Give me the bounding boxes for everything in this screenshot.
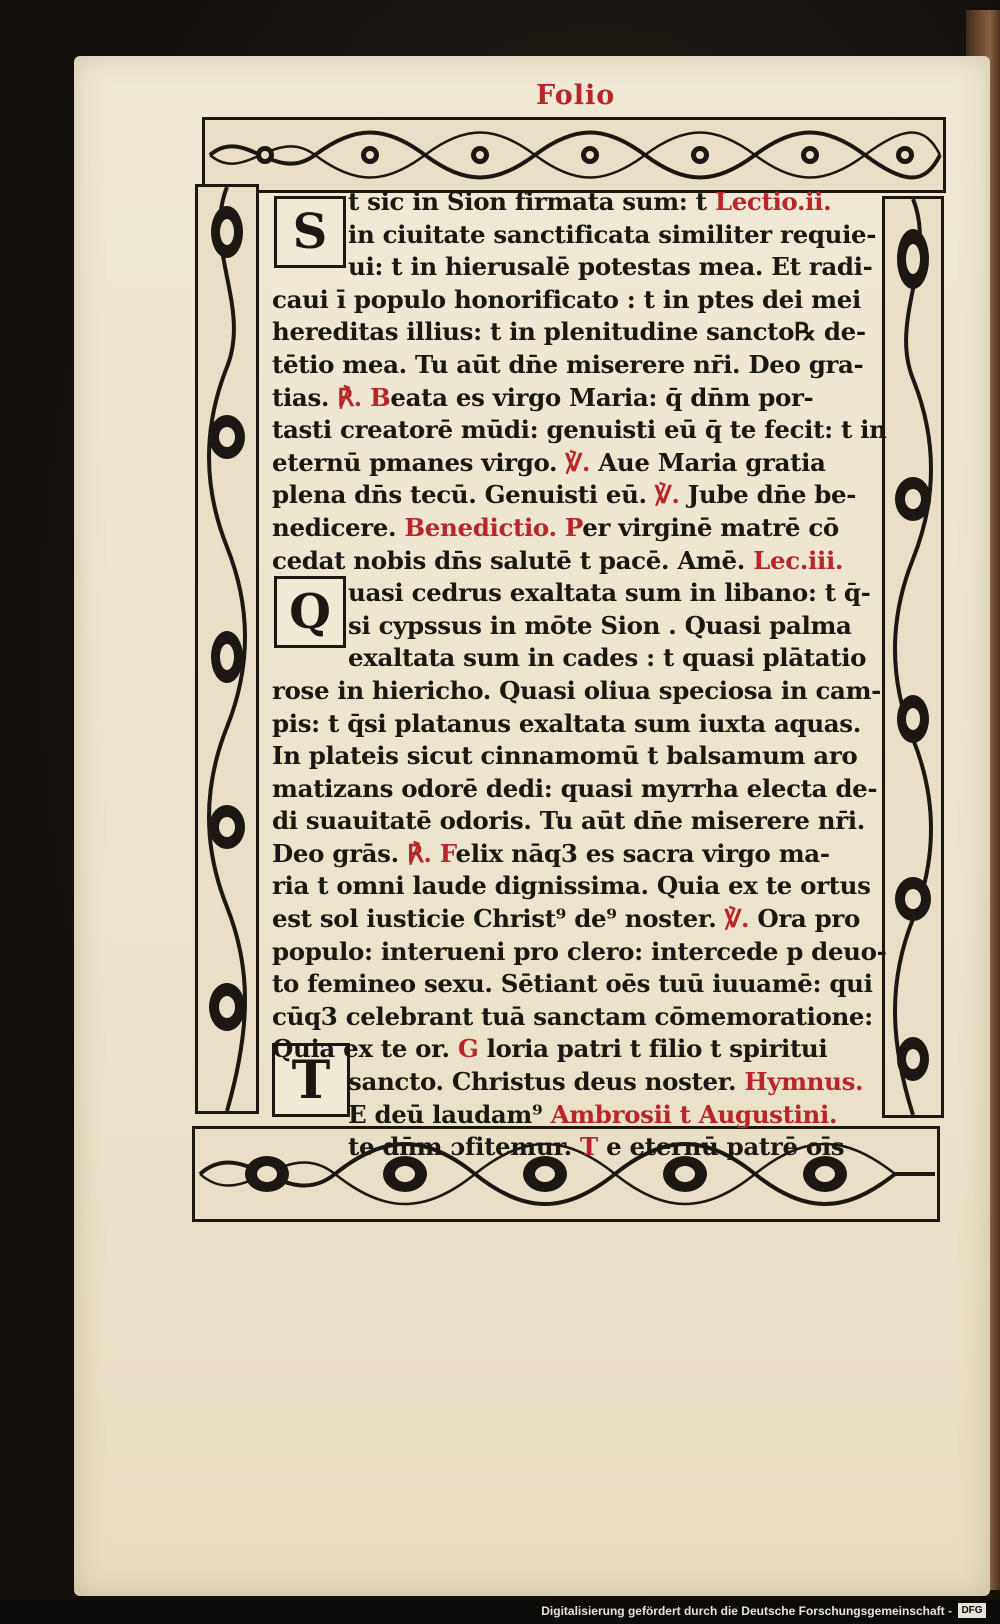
- body-text: plena dn̄s tecū. Genuisti eū.: [272, 480, 655, 510]
- text-line: [272, 936, 887, 969]
- rubric-text: B: [370, 382, 391, 412]
- left-ornament-border: [195, 184, 259, 1114]
- rubric-text: G: [457, 1034, 479, 1064]
- body-text: [362, 383, 370, 412]
- text-line: [272, 773, 880, 806]
- body-text: exaltata sum in cades : t quasi plātatio: [348, 643, 867, 673]
- text-line: [272, 838, 880, 871]
- footer-credit: Digitalisierung gefördert durch die Deutsche Forschungsgemeinschaft -: [541, 1604, 952, 1618]
- body-text: pis: t q̄si platanus exaltata sum iuxta aquas.: [272, 708, 861, 738]
- right-ornament-border: [882, 196, 944, 1118]
- text-line: [272, 1001, 880, 1034]
- body-text: in ciuitate sanctificata similiter requie-: [348, 219, 877, 249]
- text-line: [272, 479, 880, 512]
- main-text-column: [272, 186, 887, 1164]
- text-line: [272, 870, 880, 903]
- text-line: [272, 1033, 880, 1066]
- body-text: hereditas illius: t in plenitudine sancto℞ de-: [272, 317, 866, 347]
- rubric-text: Ambrosii t Augustini.: [550, 1099, 838, 1129]
- text-line: [272, 219, 880, 252]
- rubric-text: Benedictio.: [404, 512, 557, 542]
- body-text: Deo grās.: [272, 838, 407, 868]
- body-text: te dn̄m ɔfitemur.: [348, 1132, 581, 1162]
- body-text: Quia ex te or.: [272, 1034, 458, 1064]
- text-line: [272, 447, 880, 480]
- body-text: cedat nobis dn̄s salutē t pacē. Amē.: [272, 545, 754, 575]
- body-text: caui ī populo honorificato : t in ptes dei mei: [272, 284, 861, 314]
- text-line: [272, 414, 887, 447]
- text-line: [272, 708, 880, 741]
- rubric-text: P: [564, 512, 583, 542]
- text-line: [272, 349, 880, 382]
- body-text: er virginē matrē cō: [582, 512, 839, 542]
- folio-header: Folio: [536, 80, 616, 111]
- text-line: [272, 382, 880, 415]
- dfg-logo: DFG: [958, 1603, 986, 1618]
- dropcap-initial-3: T: [272, 1043, 350, 1117]
- body-text: tētio mea. Tu aūt dn̄e miserere nr̄i. Deo gra-: [272, 349, 864, 379]
- body-text: [557, 513, 565, 542]
- body-text: tias.: [272, 382, 338, 412]
- body-text: t sic in Sion firmata sum: t: [348, 187, 715, 216]
- dropcap-initial-1: S: [274, 196, 346, 268]
- body-text: cūq3 celebrant tuā sanctam cōmemoratione:: [272, 1001, 873, 1031]
- text-line: [272, 251, 880, 284]
- body-text: populo: interueni pro clero: intercede p deuo-: [272, 936, 887, 966]
- rubric-text: Lectio.ii.: [714, 187, 832, 216]
- body-text: di suauitatē odoris. Tu aūt dn̄e miserere nr̄i.: [272, 806, 865, 836]
- body-text: Ora pro: [749, 904, 860, 934]
- text-line: [272, 642, 880, 675]
- text-line: [272, 1066, 880, 1099]
- top-ornament-border: [202, 117, 946, 193]
- body-text: est sol iusticie Christ⁹ de⁹ noster.: [272, 904, 725, 934]
- body-text: tasti creatorē mūdi: genuisti eū q̄ te fecit: t in: [272, 415, 887, 445]
- text-line: [272, 512, 880, 545]
- rubric-text: Hymnus.: [744, 1067, 864, 1097]
- text-line: [272, 1131, 880, 1164]
- text-line: [272, 545, 880, 578]
- body-text: [432, 839, 440, 868]
- text-line: [272, 577, 880, 610]
- body-text: E deū laudam⁹: [348, 1099, 551, 1129]
- text-line: [272, 805, 880, 838]
- rubric-text: ℣.: [565, 447, 591, 477]
- rubric-text: Lec.iii.: [753, 545, 844, 575]
- rubric-text: T: [580, 1132, 598, 1162]
- body-text: e eternū patrē oīs: [597, 1132, 845, 1162]
- body-text: Aue Maria gratia: [590, 447, 826, 477]
- rubric-text: ℣.: [724, 904, 750, 934]
- text-line: [272, 186, 880, 219]
- text-line: [272, 610, 880, 643]
- text-line: [272, 1099, 880, 1132]
- rubric-text: ℟.: [406, 838, 432, 868]
- body-text: In plateis sicut cinnamomū t balsamum aro: [272, 741, 858, 771]
- body-text: eata es virgo Maria: q̄ dn̄m por-: [390, 382, 814, 412]
- body-text: sancto. Christus deus noster.: [348, 1067, 745, 1097]
- text-line: [272, 316, 880, 349]
- rubric-text: ℣.: [654, 480, 680, 510]
- body-text: elix nāq3 es sacra virgo ma-: [455, 838, 830, 868]
- body-text: Jube dn̄e be-: [679, 480, 857, 510]
- body-text: uasi cedrus exaltata sum in libano: t q̄-: [348, 578, 871, 608]
- body-text: nedicere.: [272, 512, 405, 542]
- rubric-text: F: [439, 838, 456, 868]
- body-text: si cypssus in mōte Sion . Quasi palma: [348, 610, 852, 640]
- text-line: [272, 284, 880, 317]
- text-line: [272, 740, 880, 773]
- rubric-text: ℟.: [337, 382, 362, 412]
- text-line: [272, 903, 880, 936]
- text-line: [272, 968, 880, 1001]
- text-line: [272, 675, 880, 708]
- body-text: ui: t in hierusalē potestas mea. Et radi-: [348, 252, 873, 282]
- body-text: loria patri t filio t spiritui: [478, 1034, 828, 1064]
- body-text: to femineo sexu. Sētiant oēs tuū iuuamē: qui: [272, 969, 873, 999]
- body-text: eternū pmanes virgo.: [272, 447, 566, 477]
- body-text: matizans odorē dedi: quasi myrrha electa de-: [272, 773, 878, 803]
- body-text: rose in hiericho. Quasi oliua speciosa in cam-: [272, 675, 881, 705]
- dropcap-initial-2: Q: [274, 576, 346, 648]
- body-text: ria t omni laude dignissima. Quia ex te ortus: [272, 871, 871, 901]
